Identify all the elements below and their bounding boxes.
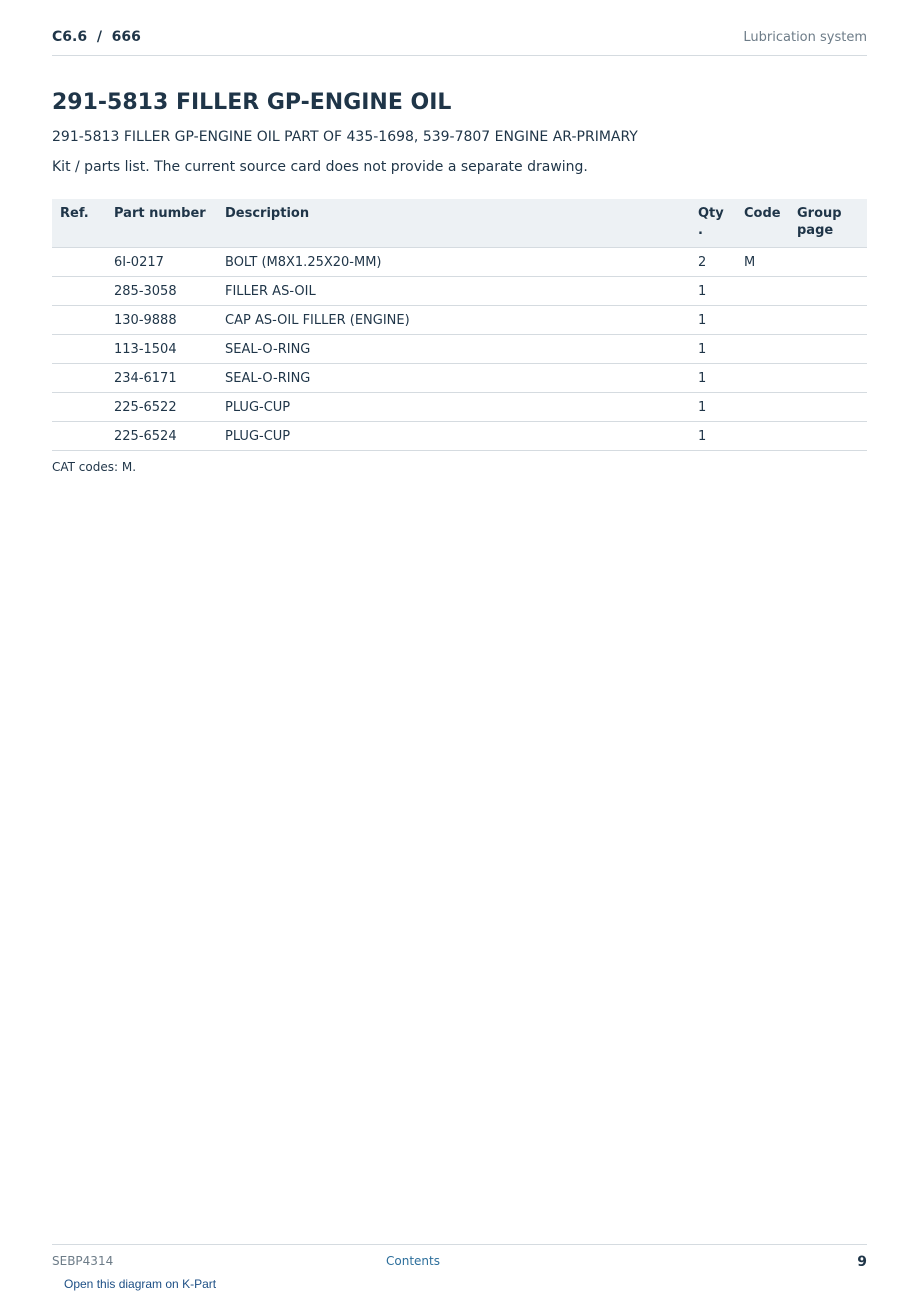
cell-group-page [789,393,867,422]
cell-code [736,335,789,364]
cell-description: FILLER AS-OIL [217,277,690,306]
cell-code: M [736,248,789,277]
cell-code [736,422,789,451]
table-row [52,364,867,393]
column-header-qty: Qty . [690,199,736,248]
cell-qty: 1 [690,335,736,364]
page-title: 291-5813 FILLER GP-ENGINE OIL [52,90,452,115]
page-header [52,28,867,56]
table-row [52,248,867,277]
open-diagram-kpart-link[interactable]: Open this diagram on K-Part [64,1277,217,1291]
cell-ref [52,277,106,306]
cell-part-number: 234-6171 [106,364,217,393]
cell-part-number: 285-3058 [106,277,217,306]
cell-group-page [789,364,867,393]
column-header-group-page: Group page [789,199,867,248]
section-name: Lubrication system [743,30,867,45]
table-row [52,277,867,306]
cell-group-page [789,335,867,364]
cell-ref [52,248,106,277]
cell-group-page [789,277,867,306]
cell-part-number: 6I-0217 [106,248,217,277]
cell-qty: 1 [690,364,736,393]
cell-code [736,393,789,422]
cell-description: SEAL-O-RING [217,335,690,364]
cell-description: CAP AS-OIL FILLER (ENGINE) [217,306,690,335]
parts-table [52,199,867,451]
column-header-ref: Ref. [52,199,106,248]
page-footer [52,1244,867,1275]
cell-description: PLUG-CUP [217,422,690,451]
cell-part-number: 225-6524 [106,422,217,451]
document-reference: C6.6 / 666 [52,29,141,45]
cat-codes-note: CAT codes: M. [52,460,137,474]
assembly-description: 291-5813 FILLER GP-ENGINE OIL PART OF 435-1698, 539-7807 ENGINE AR-PRIMARY [52,129,638,145]
cell-description: SEAL-O-RING [217,364,690,393]
cell-ref [52,335,106,364]
cell-part-number: 113-1504 [106,335,217,364]
cell-description: PLUG-CUP [217,393,690,422]
cell-group-page [789,306,867,335]
cell-ref [52,364,106,393]
column-header-description: Description [217,199,690,248]
cell-description: BOLT (M8X1.25X20-MM) [217,248,690,277]
table-header-row [52,199,867,248]
table-row [52,422,867,451]
drawing-note: Kit / parts list. The current source card does not provide a separate drawing. [52,159,588,175]
cell-part-number: 130-9888 [106,306,217,335]
cell-group-page [789,422,867,451]
cell-ref [52,393,106,422]
cell-qty: 2 [690,248,736,277]
cell-code [736,277,789,306]
cell-part-number: 225-6522 [106,393,217,422]
cell-qty: 1 [690,277,736,306]
cell-code [736,364,789,393]
document-number: SEBP4314 [52,1254,114,1268]
column-header-part-number: Part number [106,199,217,248]
cell-qty: 1 [690,393,736,422]
cell-group-page [789,248,867,277]
page-number: 9 [857,1254,867,1270]
column-header-code: Code [736,199,789,248]
table-row [52,306,867,335]
table-row [52,335,867,364]
cell-qty: 1 [690,422,736,451]
table-row [52,393,867,422]
cell-ref [52,422,106,451]
cell-code [736,306,789,335]
cell-ref [52,306,106,335]
cell-qty: 1 [690,306,736,335]
contents-link[interactable]: Contents [386,1254,440,1268]
